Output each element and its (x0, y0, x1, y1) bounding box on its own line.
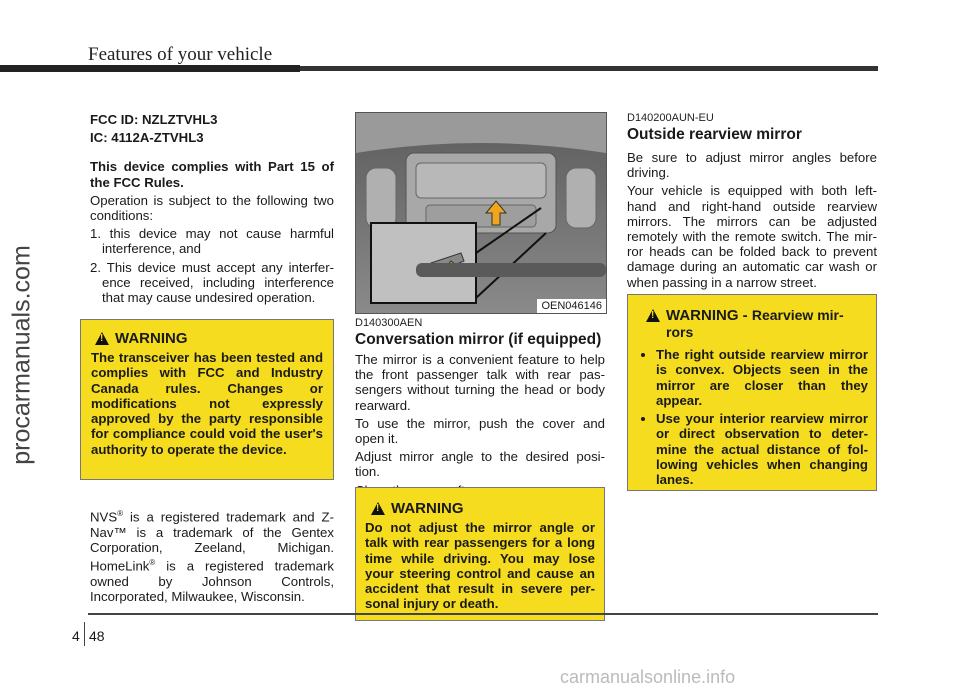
warning-triangle-icon (371, 502, 385, 515)
mirror-photo (355, 112, 607, 314)
warning-triangle-icon (95, 332, 109, 345)
ic-number: IC: 4112A-ZTVHL3 (90, 130, 204, 146)
warning-title: WARNING (391, 500, 464, 517)
page-number: 48 (89, 628, 105, 644)
chapter-number: 4 (72, 628, 80, 644)
warning-bullets (638, 347, 868, 488)
section-code: D140200AUN-EU (627, 112, 714, 124)
mirror-illustration (356, 113, 606, 313)
warning-subtitle: Rearview mir- rors (666, 307, 844, 340)
warning-header (95, 330, 323, 347)
section-heading: Conversation mirror (if equipped) (355, 331, 602, 348)
warning-box-rearview (627, 294, 877, 491)
footer-rule (88, 613, 878, 615)
footer-divider (84, 622, 85, 646)
fcc-id: FCC ID: NZLZTVHL3 (90, 112, 218, 127)
warning-text: The transceiver has been tested and complies with FCC and Industry Canada rules. Changes or modifications not expressly approved by the party responsible for compliance could void the user's authority to operate the device. (91, 350, 323, 457)
paragraph-2: Your vehicle is equipped with both left- hand and right-hand outside rearview mirrors. The mirrors can be adjusted remotely with the remote switch. The mir- ror heads can be folded back to prevent damage during an automatic car wash or when passing in a narrow street. (627, 183, 877, 290)
footer-brand: carmanualsonline.info (560, 667, 736, 687)
image-label: OEN046146 (537, 299, 606, 313)
warning-header (646, 307, 868, 341)
trademark-text: NVS® is a registered trademark and Z-Nav™ is a trademark of the Gentex Corporation, Zeeland, Michigan. HomeLink® is a registered trademark owned by Johnson Controls, Incorporated, Milwaukee, Wisconsin. (90, 509, 334, 604)
page-header-title: Features of your vehicle (88, 44, 273, 65)
warning-box-fcc (80, 319, 334, 480)
watermark-text: procarmanuals.com (7, 245, 36, 465)
condition-2: 2. This device must accept any interfer- ence received, including interference that may cause undesired operation. (90, 259, 334, 306)
side-watermark (6, 120, 38, 590)
warning-box-mirror (355, 487, 605, 621)
paragraph-3: Adjust mirror angle to the desired posi- tion. (355, 449, 605, 480)
warning-title: WARNING - (666, 307, 752, 324)
warning-text: Do not adjust the mirror angle or talk with rear passengers for a long time while driving. You may lose your steering control and cause an accident that result in severe per- sonal injury or death. (365, 520, 595, 612)
operation-text: Operation is subject to the following two conditions: (90, 192, 334, 224)
section-heading: Outside rearview mirror (627, 126, 802, 143)
section-code: D140300AEN (355, 317, 423, 329)
outside-mirror-section (627, 112, 877, 290)
fcc-compliance: This device complies with Part 15 of the FCC Rules. (90, 159, 334, 190)
paragraph-2: To use the mirror, push the cover and open it. (355, 415, 605, 447)
warning-bullet: • The right outside rearview mirror is convex. Objects seen in the mirror are closer than they appear. (656, 347, 868, 408)
warning-header (371, 500, 595, 517)
paragraph-1: The mirror is a convenient feature to help the front passenger talk with rear pas- sengers without turning the head or body rearward. (355, 352, 605, 413)
conversation-mirror-section (355, 317, 605, 498)
condition-1: 1. this device may not cause harmful interference, and (90, 226, 334, 257)
warning-bullet: • Use your interior rearview mirror or direct observation to deter- mine the actual distance of fol- lowing vehicles when changing lanes. (656, 411, 868, 487)
paragraph-1: Be sure to adjust mirror angles before driving. (627, 150, 877, 181)
warning-title: WARNING (115, 330, 188, 347)
warning-triangle-icon (646, 309, 660, 322)
fcc-block (90, 112, 334, 305)
header-rule (0, 66, 878, 71)
